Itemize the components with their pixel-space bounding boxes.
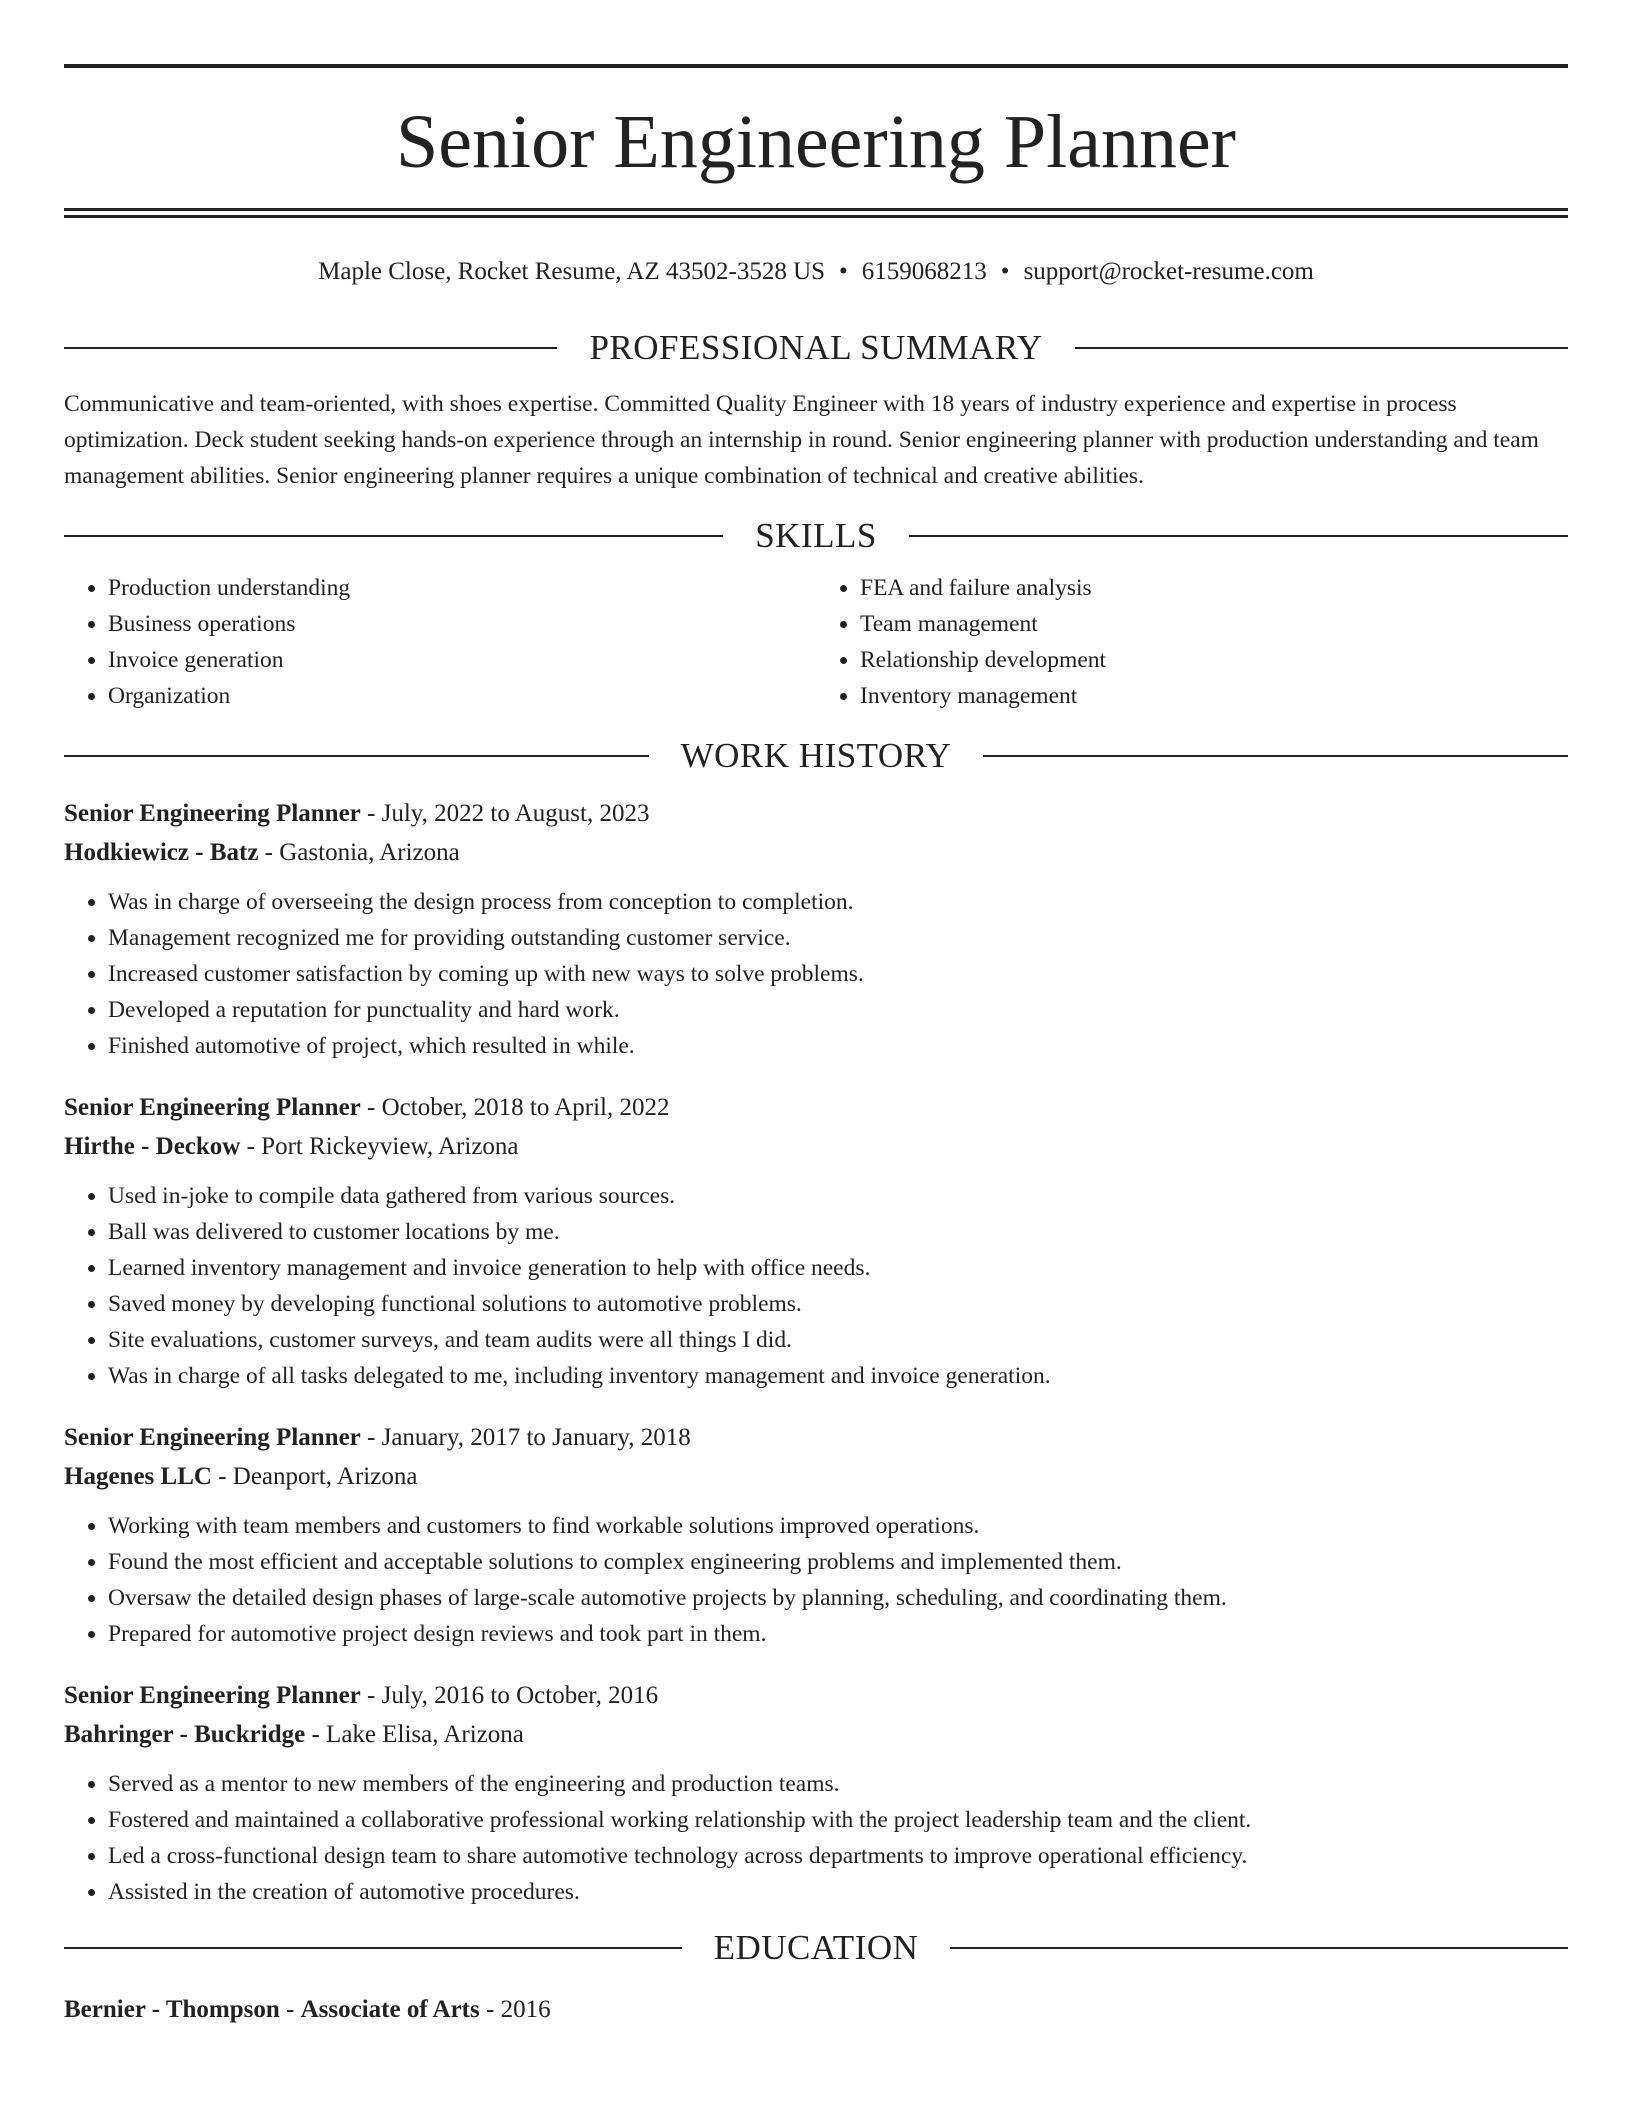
heading-rule — [64, 1947, 682, 1949]
job-title: Senior Engineering Planner — [64, 800, 361, 827]
job-bullet: • Led a cross-functional design team to share automotive technology across departments to improve operational efficiency. — [108, 1838, 1568, 1874]
job-bullets — [64, 1178, 1568, 1394]
job-bullets — [64, 884, 1568, 1064]
skills-column-right — [816, 570, 1568, 714]
skill-item: • FEA and failure analysis — [860, 570, 1568, 606]
job-company: Hodkiewicz - Batz — [64, 839, 259, 866]
contact-separator: • — [839, 258, 848, 285]
job-dates: - January, 2017 to January, 2018 — [360, 1424, 691, 1451]
job-dates: - October, 2018 to April, 2022 — [360, 1094, 670, 1121]
job-bullet: • Management recognized me for providing outstanding customer service. — [108, 920, 1568, 956]
job-company-line — [64, 833, 1568, 872]
section-title: PROFESSIONAL SUMMARY — [589, 328, 1043, 367]
contact-separator: • — [1000, 258, 1010, 285]
job-bullet: • Saved money by developing functional solutions to automotive problems. — [108, 1286, 1568, 1322]
job-title: Senior Engineering Planner — [64, 1094, 361, 1121]
heading-rule — [64, 535, 723, 537]
job-bullet: • Oversaw the detailed design phases of large-scale automotive projects by planning, scheduling, and coordinating them. — [108, 1580, 1568, 1616]
skills-column-left — [64, 570, 816, 714]
skill-item: • Production understanding — [108, 570, 816, 606]
contact-line — [64, 254, 1568, 290]
section-heading-summary — [64, 326, 1568, 370]
job-bullet: • Was in charge of all tasks delegated to me, including inventory management and invoice generation. — [108, 1358, 1568, 1394]
section-heading-education — [64, 1926, 1568, 1970]
job-bullet: • Developed a reputation for punctuality and hard work. — [108, 992, 1568, 1028]
job-bullet: • Site evaluations, customer surveys, and team audits were all things I did. — [108, 1322, 1568, 1358]
job-bullet: • Was in charge of overseeing the design process from conception to completion. — [108, 884, 1568, 920]
job-entry — [64, 794, 1568, 1064]
job-bullet: • Found the most efficient and acceptable solutions to complex engineering problems and implemented them. — [108, 1544, 1568, 1580]
job-title-line — [64, 1418, 1568, 1457]
education-degree: Associate of Arts — [300, 1996, 480, 2023]
job-entry — [64, 1676, 1568, 1910]
skill-item: • Organization — [108, 678, 816, 714]
job-title-line — [64, 1676, 1568, 1715]
heading-rule — [909, 535, 1568, 537]
education-year: 2016 — [500, 1996, 551, 2023]
job-entry — [64, 1088, 1568, 1394]
job-location: - Lake Elisa, Arizona — [305, 1721, 524, 1748]
job-company: Bahringer - Buckridge — [64, 1721, 306, 1748]
contact-phone: 6159068213 — [861, 258, 987, 285]
skill-item: • Invoice generation — [108, 642, 816, 678]
contact-email: support@rocket-resume.com — [1023, 258, 1314, 285]
job-bullet: • Fostered and maintained a collaborative professional working relationship with the project leadership team and the client. — [108, 1802, 1568, 1838]
job-bullet: • Finished automotive of project, which resulted in while. — [108, 1028, 1568, 1064]
job-bullet: • Served as a mentor to new members of the engineering and production teams. — [108, 1766, 1568, 1802]
heading-rule — [983, 755, 1568, 757]
resume-page — [64, 64, 1568, 2029]
job-bullets — [64, 1508, 1568, 1652]
education-school: Bernier - Thompson — [64, 1996, 280, 2023]
title-double-rule — [64, 208, 1568, 218]
skill-item: • Relationship development — [860, 642, 1568, 678]
job-bullet: • Increased customer satisfaction by coming up with new ways to solve problems. — [108, 956, 1568, 992]
skills-list — [64, 570, 1568, 714]
job-dates: - July, 2022 to August, 2023 — [360, 800, 650, 827]
job-location: - Gastonia, Arizona — [258, 839, 460, 866]
job-bullets — [64, 1766, 1568, 1910]
job-company-line — [64, 1715, 1568, 1754]
skill-item: • Inventory management — [860, 678, 1568, 714]
heading-rule — [64, 755, 649, 757]
section-title: EDUCATION — [713, 1928, 919, 1967]
heading-rule — [950, 1947, 1568, 1949]
job-bullet: • Working with team members and customers to find workable solutions improved operations. — [108, 1508, 1568, 1544]
job-company: Hagenes LLC — [64, 1463, 212, 1490]
heading-rule — [64, 347, 557, 349]
job-company-line — [64, 1457, 1568, 1496]
heading-rule — [1075, 347, 1568, 349]
top-rule — [64, 64, 1568, 68]
job-bullet: • Ball was delivered to customer locations by me. — [108, 1214, 1568, 1250]
job-location: - Deanport, Arizona — [211, 1463, 418, 1490]
job-bullet: • Prepared for automotive project design reviews and took part in them. — [108, 1616, 1568, 1652]
section-title: SKILLS — [755, 516, 877, 555]
education-entry: Bernier - Thompson - Associate of Arts - 2016 — [64, 1996, 551, 2023]
job-bullet: • Assisted in the creation of automotive procedures. — [108, 1874, 1568, 1910]
skill-item: • Team management — [860, 606, 1568, 642]
job-title: Senior Engineering Planner — [64, 1424, 361, 1451]
job-dates: - July, 2016 to October, 2016 — [360, 1682, 659, 1709]
contact-address: Maple Close, Rocket Resume, AZ 43502-3528 US — [318, 258, 826, 285]
job-bullet: • Used in-joke to compile data gathered from various sources. — [108, 1178, 1568, 1214]
job-bullet: • Learned inventory management and invoice generation to help with office needs. — [108, 1250, 1568, 1286]
skill-item: • Business operations — [108, 606, 816, 642]
job-title: Senior Engineering Planner — [64, 1682, 361, 1709]
job-company-line — [64, 1127, 1568, 1166]
resume-title: Senior Engineering Planner — [395, 100, 1236, 184]
section-title: WORK HISTORY — [680, 736, 952, 775]
section-heading-work — [64, 734, 1568, 778]
job-company: Hirthe - Deckow — [64, 1133, 241, 1160]
job-title-line — [64, 1088, 1568, 1127]
job-entry — [64, 1418, 1568, 1652]
summary-text: Communicative and team-oriented, with shoes expertise. Committed Quality Engineer with 18 years of industry experience and expertise in process optimization. Deck student seeking hands-on experience through an internship in round. Senior engineering planner with production understanding and team management abilities. Senior engineering planner requires a unique combination of technical and creative abilities. — [64, 391, 1539, 489]
job-location: - Port Rickeyview, Arizona — [240, 1133, 519, 1160]
job-title-line — [64, 794, 1568, 833]
section-heading-skills — [64, 514, 1568, 558]
